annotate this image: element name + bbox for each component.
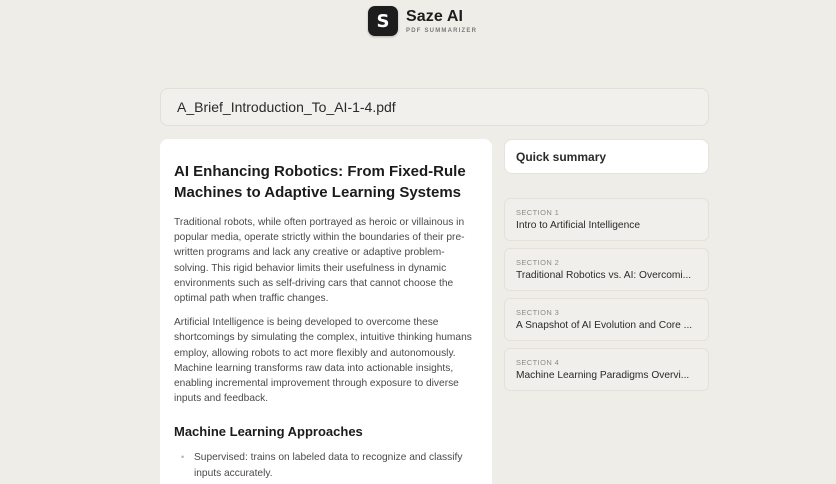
section-item-3[interactable]: [504, 298, 709, 341]
section-label: SECTION 3: [516, 308, 560, 317]
quick-summary-label: Quick summary: [516, 149, 607, 164]
article-paragraph: Traditional robots, while often portrayed as heroic or villainous in popular media, operate strictly within the boundaries of their pre-written programs and lack any creative or adaptive problem-solving. This rigid behavior limits their usefulness in dynamic environments such as self-driving cars that cannot choose the optimal path when traffic changes.: [174, 217, 465, 305]
section-label: SECTION 2: [516, 258, 560, 267]
article-bullet-list: [174, 450, 478, 480]
logo-mark-icon: S: [368, 6, 398, 36]
brand-logo[interactable]: [368, 6, 477, 36]
article-paragraph: Artificial Intelligence is being developed to overcome these shortcomings by simulating the complex, intuitive thinking humans employ, allowing robots to act more flexibly and autonomously. Machine learning transforms raw data into actionable insights, enabling incremental improvement through exposure to diverse inputs and feedback.: [174, 317, 472, 405]
section-item-1[interactable]: [504, 198, 709, 241]
brand-tagline: PDF SUMMARIZER: [406, 27, 478, 34]
quick-summary-button[interactable]: [504, 139, 709, 174]
section-title: Intro to Artificial Intelligence: [516, 220, 641, 231]
brand-name: Saze AI: [406, 7, 464, 25]
article-subheading: Machine Learning Approaches: [174, 424, 363, 440]
file-name: A_Brief_Introduction_To_AI-1-4.pdf: [177, 99, 396, 115]
section-label: SECTION 1: [516, 208, 560, 217]
article-bullet-item: • Supervised: trains on labeled data to recognize and classify inputs accurately.: [174, 450, 478, 480]
article-title: AI Enhancing Robotics: From Fixed-Rule Machines to Adaptive Learning Systems: [174, 163, 466, 201]
file-name-bar: [160, 88, 709, 126]
brand-text: [406, 9, 477, 34]
summary-article: [160, 139, 492, 484]
section-label: SECTION 4: [516, 358, 560, 367]
section-title: Traditional Robotics vs. AI: Overcomi...: [516, 270, 692, 281]
section-title: Machine Learning Paradigms Overvi...: [516, 370, 690, 381]
section-title: A Snapshot of AI Evolution and Core ...: [516, 320, 693, 331]
section-item-4[interactable]: [504, 348, 709, 391]
section-list: [504, 198, 709, 398]
section-item-2[interactable]: [504, 248, 709, 291]
